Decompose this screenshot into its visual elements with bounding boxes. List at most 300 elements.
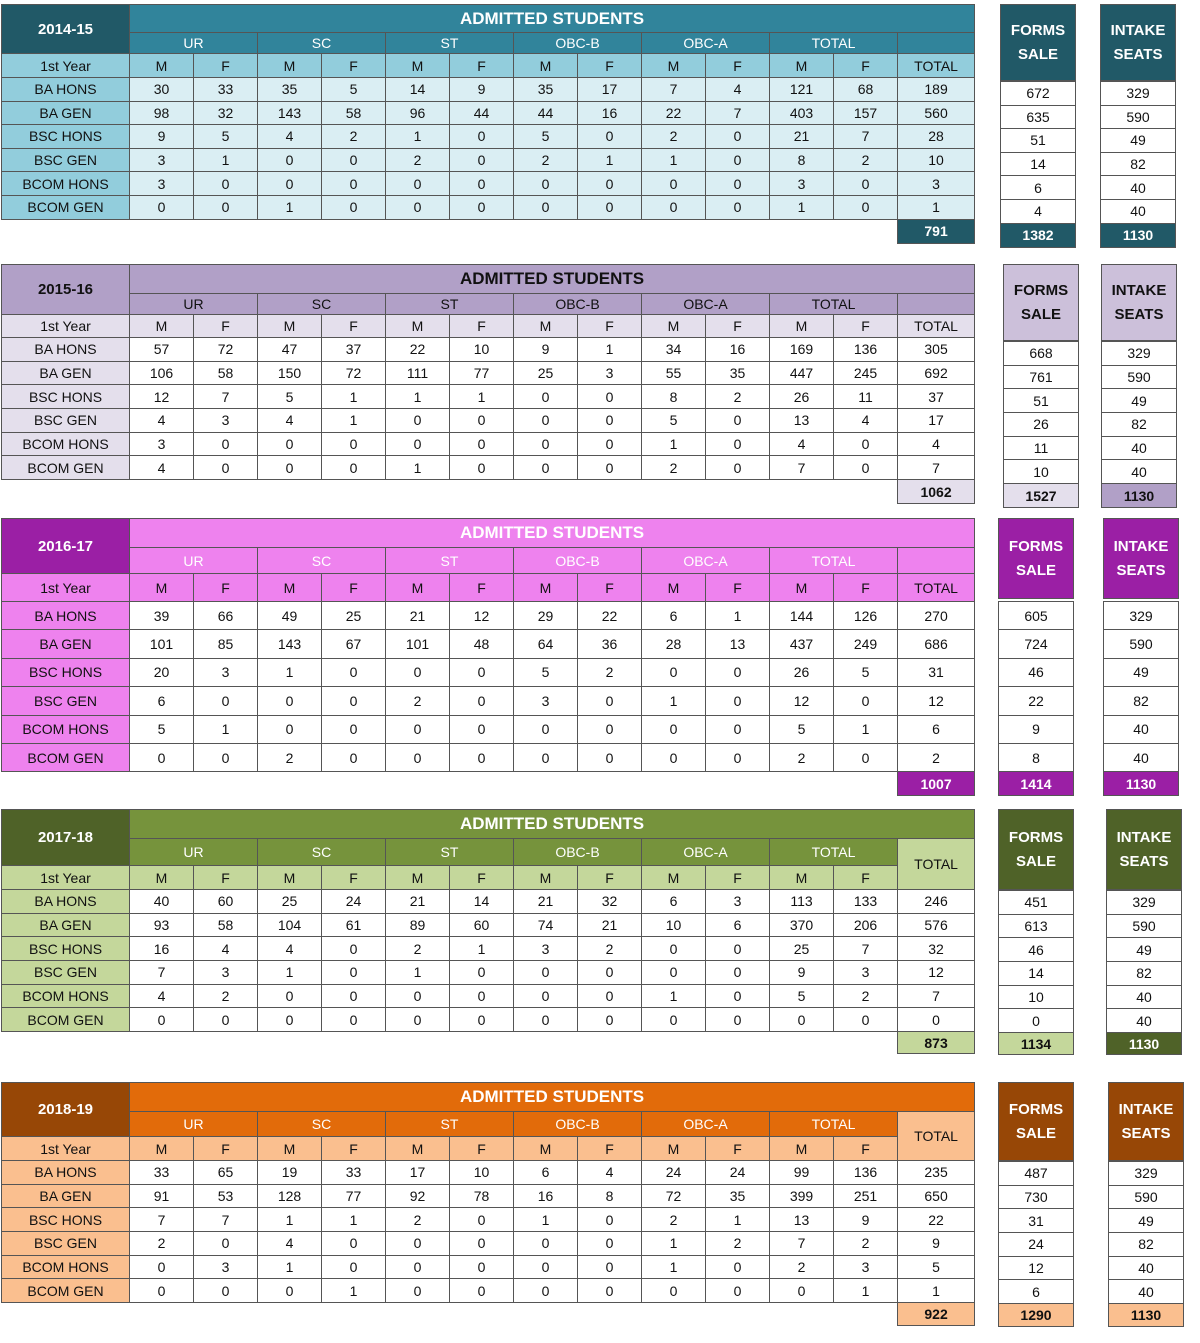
value-cell: 0 <box>642 1008 706 1032</box>
value-cell: 12 <box>770 687 834 715</box>
value-cell: 3 <box>194 961 258 985</box>
female-header: F <box>834 315 898 338</box>
intake-seats-table <box>1101 264 1177 508</box>
group-header-obc-b: OBC-B <box>514 33 642 54</box>
value-cell: 1 <box>642 1232 706 1256</box>
year-label: 2017-18 <box>2 810 130 866</box>
value-cell: 47 <box>258 338 322 362</box>
value-cell: 4 <box>258 409 322 433</box>
value-cell: 0 <box>450 1208 514 1232</box>
female-header: F <box>194 866 258 890</box>
value-cell: 1 <box>578 148 642 172</box>
value-cell: 10 <box>898 148 975 172</box>
value-cell: 0 <box>834 432 898 456</box>
forms-sale-value: 9 <box>999 715 1074 743</box>
value-cell: 2 <box>642 456 706 480</box>
value-cell: 2 <box>898 743 975 771</box>
value-cell: 0 <box>450 743 514 771</box>
value-cell: 270 <box>898 602 975 630</box>
forms-sale-header-line1: FORMS <box>1013 281 1069 299</box>
value-cell: 0 <box>706 409 770 433</box>
male-header: M <box>514 54 578 78</box>
intake-seats-value: 329 <box>1107 891 1182 915</box>
value-cell: 1 <box>834 1279 898 1303</box>
course-label: BA GEN <box>2 630 130 658</box>
intake-seats-value: 329 <box>1101 82 1176 106</box>
group-header-obc-a: OBC-A <box>642 294 770 315</box>
table-row <box>2 961 975 985</box>
value-cell: 0 <box>578 1008 642 1032</box>
female-header: F <box>834 1137 898 1161</box>
value-cell: 0 <box>642 172 706 196</box>
value-cell: 0 <box>258 687 322 715</box>
table-row <box>2 78 975 102</box>
value-cell: 5 <box>770 715 834 743</box>
value-cell: 40 <box>130 890 194 914</box>
value-cell: 10 <box>450 1161 514 1185</box>
forms-sale-total: 1290 <box>999 1304 1074 1327</box>
value-cell: 1 <box>258 195 322 219</box>
value-cell: 0 <box>130 743 194 771</box>
female-header: F <box>322 315 386 338</box>
female-header: F <box>194 315 258 338</box>
first-year-label: 1st Year <box>2 574 130 602</box>
value-cell: 2 <box>578 658 642 686</box>
value-cell: 206 <box>834 913 898 937</box>
value-cell: 0 <box>322 172 386 196</box>
male-header: M <box>770 1137 834 1161</box>
value-cell: 3 <box>130 432 194 456</box>
value-cell: 28 <box>642 630 706 658</box>
value-cell: 3 <box>898 172 975 196</box>
value-cell: 2 <box>258 743 322 771</box>
male-header: M <box>770 54 834 78</box>
value-cell: 4 <box>770 432 834 456</box>
course-label: BSC GEN <box>2 409 130 433</box>
female-header: F <box>706 866 770 890</box>
value-cell: 4 <box>130 456 194 480</box>
value-cell: 91 <box>130 1184 194 1208</box>
value-cell: 6 <box>642 602 706 630</box>
value-cell: 22 <box>898 1208 975 1232</box>
value-cell: 77 <box>450 361 514 385</box>
course-label: BCOM HONS <box>2 1255 130 1279</box>
value-cell: 5 <box>322 78 386 102</box>
course-label: BCOM GEN <box>2 1008 130 1032</box>
value-cell: 7 <box>770 1232 834 1256</box>
value-cell: 8 <box>642 385 706 409</box>
intake-seats-header <box>1102 265 1177 341</box>
first-year-label: 1st Year <box>2 866 130 890</box>
course-label: BCOM GEN <box>2 1279 130 1303</box>
value-cell: 7 <box>130 961 194 985</box>
value-cell: 10 <box>450 338 514 362</box>
value-cell: 399 <box>770 1184 834 1208</box>
intake-seats-value: 49 <box>1107 938 1182 962</box>
value-cell: 1 <box>898 1279 975 1303</box>
footer-blank <box>2 1032 898 1054</box>
value-cell: 21 <box>770 125 834 149</box>
value-cell: 2 <box>706 1232 770 1256</box>
value-cell: 11 <box>834 385 898 409</box>
value-cell: 0 <box>194 456 258 480</box>
course-label: BCOM GEN <box>2 195 130 219</box>
value-cell: 0 <box>258 172 322 196</box>
value-cell: 246 <box>898 890 975 914</box>
value-cell: 5 <box>514 125 578 149</box>
value-cell: 35 <box>706 361 770 385</box>
forms-sale-value: 10 <box>999 985 1074 1009</box>
course-label: BCOM GEN <box>2 456 130 480</box>
value-cell: 22 <box>386 338 450 362</box>
male-header: M <box>770 866 834 890</box>
value-cell: 101 <box>130 630 194 658</box>
value-cell: 0 <box>834 195 898 219</box>
value-cell: 61 <box>322 913 386 937</box>
value-cell: 29 <box>514 602 578 630</box>
intake-seats-table <box>1103 518 1179 796</box>
female-header: F <box>194 54 258 78</box>
value-cell: 249 <box>834 630 898 658</box>
forms-sale-value: 613 <box>999 914 1074 938</box>
group-header-sc: SC <box>258 33 386 54</box>
value-cell: 58 <box>194 361 258 385</box>
intake-seats-value: 40 <box>1104 715 1179 743</box>
table-row <box>2 101 975 125</box>
value-cell: 0 <box>322 961 386 985</box>
value-cell: 3 <box>194 658 258 686</box>
forms-sale-value: 14 <box>999 962 1074 986</box>
value-cell: 111 <box>386 361 450 385</box>
value-cell: 136 <box>834 338 898 362</box>
value-cell: 44 <box>514 101 578 125</box>
table-row <box>2 148 975 172</box>
male-header: M <box>514 1137 578 1161</box>
group-header-obc-b: OBC-B <box>514 1112 642 1137</box>
forms-sale-header <box>1004 265 1079 341</box>
value-cell: 0 <box>258 715 322 743</box>
course-label: BSC HONS <box>2 937 130 961</box>
value-cell: 1 <box>450 385 514 409</box>
group-header-spacer <box>898 548 975 574</box>
value-cell: 33 <box>322 1161 386 1185</box>
forms-sale-value: 635 <box>1001 105 1076 129</box>
value-cell: 6 <box>514 1161 578 1185</box>
value-cell: 21 <box>578 913 642 937</box>
forms-sale-value: 51 <box>1001 129 1076 153</box>
intake-seats-value: 590 <box>1104 630 1179 658</box>
value-cell: 13 <box>770 409 834 433</box>
value-cell: 0 <box>514 432 578 456</box>
value-cell: 143 <box>258 630 322 658</box>
intake-seats-value: 40 <box>1101 199 1176 223</box>
table-row <box>2 432 975 456</box>
forms-sale-total: 1382 <box>1001 223 1076 247</box>
value-cell: 1 <box>258 658 322 686</box>
value-cell: 0 <box>386 1255 450 1279</box>
value-cell: 0 <box>514 195 578 219</box>
forms-sale-total: 1134 <box>999 1033 1074 1055</box>
value-cell: 36 <box>578 630 642 658</box>
value-cell: 0 <box>130 1255 194 1279</box>
value-cell: 0 <box>450 125 514 149</box>
forms-sale-value: 8 <box>999 743 1074 771</box>
value-cell: 1 <box>322 1279 386 1303</box>
value-cell: 235 <box>898 1161 975 1185</box>
value-cell: 113 <box>770 890 834 914</box>
value-cell: 67 <box>322 630 386 658</box>
value-cell: 0 <box>386 409 450 433</box>
value-cell: 12 <box>898 961 975 985</box>
admitted-students-title: ADMITTED STUDENTS <box>130 265 975 294</box>
forms-sale-header-line2: SALE <box>1020 305 1061 323</box>
value-cell: 7 <box>770 456 834 480</box>
course-label: BA GEN <box>2 101 130 125</box>
value-cell: 25 <box>770 937 834 961</box>
male-header: M <box>642 866 706 890</box>
female-header: F <box>834 54 898 78</box>
group-header-total: TOTAL <box>770 33 898 54</box>
male-header: M <box>514 574 578 602</box>
value-cell: 0 <box>514 456 578 480</box>
course-label: BA HONS <box>2 602 130 630</box>
table-row <box>2 385 975 409</box>
male-header: M <box>386 315 450 338</box>
course-label: BSC HONS <box>2 125 130 149</box>
value-cell: 0 <box>642 937 706 961</box>
table-row <box>2 1008 975 1032</box>
value-cell: 4 <box>130 409 194 433</box>
female-header: F <box>450 1137 514 1161</box>
value-cell: 4 <box>258 125 322 149</box>
intake-seats-table <box>1100 4 1176 248</box>
value-cell: 1 <box>834 715 898 743</box>
female-header: F <box>194 574 258 602</box>
value-cell: 0 <box>642 658 706 686</box>
table-row <box>2 409 975 433</box>
value-cell: 0 <box>578 195 642 219</box>
value-cell: 0 <box>450 409 514 433</box>
value-cell: 1 <box>770 195 834 219</box>
value-cell: 5 <box>834 658 898 686</box>
group-header-st: ST <box>386 839 514 866</box>
admitted-students-table <box>1 809 975 1054</box>
value-cell: 5 <box>642 409 706 433</box>
value-cell: 66 <box>194 602 258 630</box>
table-row <box>2 715 975 743</box>
value-cell: 245 <box>834 361 898 385</box>
group-header-st: ST <box>386 1112 514 1137</box>
value-cell: 0 <box>706 715 770 743</box>
value-cell: 3 <box>834 1255 898 1279</box>
value-cell: 0 <box>386 432 450 456</box>
value-cell: 8 <box>770 148 834 172</box>
value-cell: 55 <box>642 361 706 385</box>
value-cell: 57 <box>130 338 194 362</box>
value-cell: 72 <box>194 338 258 362</box>
value-cell: 0 <box>642 195 706 219</box>
female-header: F <box>706 1137 770 1161</box>
value-cell: 0 <box>706 1008 770 1032</box>
value-cell: 2 <box>834 148 898 172</box>
admitted-students-title: ADMITTED STUDENTS <box>130 1083 975 1112</box>
value-cell: 16 <box>514 1184 578 1208</box>
male-header: M <box>642 54 706 78</box>
value-cell: 19 <box>258 1161 322 1185</box>
value-cell: 0 <box>706 984 770 1008</box>
value-cell: 64 <box>514 630 578 658</box>
intake-seats-value: 590 <box>1101 105 1176 129</box>
value-cell: 4 <box>834 409 898 433</box>
female-header: F <box>450 315 514 338</box>
value-cell: 6 <box>642 890 706 914</box>
group-header-sc: SC <box>258 294 386 315</box>
value-cell: 0 <box>386 743 450 771</box>
forms-sale-value: 761 <box>1004 365 1079 389</box>
value-cell: 104 <box>258 913 322 937</box>
value-cell: 0 <box>578 1208 642 1232</box>
value-cell: 2 <box>194 984 258 1008</box>
total-header: TOTAL <box>898 839 975 890</box>
forms-sale-header-line1: FORMS <box>1008 828 1064 846</box>
forms-sale-value: 672 <box>1001 82 1076 106</box>
value-cell: 44 <box>450 101 514 125</box>
female-header: F <box>706 54 770 78</box>
grand-total: 791 <box>898 219 975 243</box>
female-header: F <box>450 54 514 78</box>
value-cell: 0 <box>578 715 642 743</box>
value-cell: 7 <box>642 78 706 102</box>
male-header: M <box>386 574 450 602</box>
intake-seats-value: 40 <box>1109 1280 1184 1304</box>
value-cell: 3 <box>130 172 194 196</box>
forms-sale-header-line2: SALE <box>1017 45 1058 63</box>
value-cell: 1 <box>258 1208 322 1232</box>
value-cell: 25 <box>322 602 386 630</box>
total-header: TOTAL <box>898 574 975 602</box>
value-cell: 0 <box>578 961 642 985</box>
intake-seats-value: 40 <box>1109 1256 1184 1280</box>
intake-seats-value: 49 <box>1101 129 1176 153</box>
value-cell: 0 <box>386 984 450 1008</box>
value-cell: 0 <box>706 937 770 961</box>
value-cell: 1 <box>386 125 450 149</box>
total-header: TOTAL <box>898 315 975 338</box>
value-cell: 2 <box>130 1232 194 1256</box>
value-cell: 1 <box>322 1208 386 1232</box>
value-cell: 21 <box>386 890 450 914</box>
intake-seats-value: 40 <box>1107 1009 1182 1033</box>
value-cell: 0 <box>130 1008 194 1032</box>
value-cell: 403 <box>770 101 834 125</box>
forms-sale-header-line1: FORMS <box>1008 1100 1064 1118</box>
value-cell: 7 <box>194 385 258 409</box>
value-cell: 0 <box>194 743 258 771</box>
course-label: BSC GEN <box>2 687 130 715</box>
female-header: F <box>706 315 770 338</box>
male-header: M <box>386 1137 450 1161</box>
forms-sale-value: 10 <box>1004 460 1079 484</box>
table-row <box>2 338 975 362</box>
value-cell: 128 <box>258 1184 322 1208</box>
intake-seats-value: 82 <box>1102 413 1177 437</box>
year-label: 2015-16 <box>2 265 130 315</box>
value-cell: 2 <box>386 148 450 172</box>
forms-sale-value: 668 <box>1004 342 1079 366</box>
value-cell: 0 <box>578 432 642 456</box>
value-cell: 9 <box>898 1232 975 1256</box>
value-cell: 3 <box>770 172 834 196</box>
value-cell: 60 <box>194 890 258 914</box>
value-cell: 6 <box>706 913 770 937</box>
value-cell: 4 <box>578 1161 642 1185</box>
intake-seats-total: 1130 <box>1104 772 1179 796</box>
value-cell: 4 <box>258 937 322 961</box>
value-cell: 0 <box>706 1255 770 1279</box>
group-header-sc: SC <box>258 548 386 574</box>
intake-seats-header-line2: SEATS <box>1116 561 1166 579</box>
group-header-ur: UR <box>130 548 258 574</box>
forms-sale-header-line1: FORMS <box>1010 21 1066 39</box>
forms-sale-table <box>998 809 1074 1055</box>
value-cell: 14 <box>450 890 514 914</box>
course-label: BSC HONS <box>2 1208 130 1232</box>
intake-seats-header-line1: INTAKE <box>1110 21 1166 39</box>
group-header-obc-a: OBC-A <box>642 1112 770 1137</box>
value-cell: 17 <box>898 409 975 433</box>
value-cell: 0 <box>450 687 514 715</box>
value-cell: 13 <box>706 630 770 658</box>
value-cell: 0 <box>834 172 898 196</box>
table-row <box>2 1184 975 1208</box>
value-cell: 0 <box>194 1232 258 1256</box>
value-cell: 1 <box>642 432 706 456</box>
value-cell: 1 <box>578 338 642 362</box>
forms-sale-value: 487 <box>999 1162 1074 1186</box>
value-cell: 2 <box>770 743 834 771</box>
value-cell: 60 <box>450 913 514 937</box>
value-cell: 4 <box>706 78 770 102</box>
forms-sale-value: 6 <box>1001 176 1076 200</box>
grand-total: 1007 <box>898 772 975 796</box>
table-row <box>2 743 975 771</box>
value-cell: 58 <box>322 101 386 125</box>
first-year-label: 1st Year <box>2 1137 130 1161</box>
course-label: BSC HONS <box>2 385 130 409</box>
intake-seats-header-line2: SEATS <box>1119 852 1169 870</box>
intake-seats-total: 1130 <box>1107 1033 1182 1055</box>
male-header: M <box>258 315 322 338</box>
value-cell: 0 <box>578 1279 642 1303</box>
value-cell: 33 <box>194 78 258 102</box>
value-cell: 157 <box>834 101 898 125</box>
group-header-total: TOTAL <box>770 548 898 574</box>
course-label: BCOM GEN <box>2 743 130 771</box>
male-header: M <box>770 315 834 338</box>
value-cell: 0 <box>450 961 514 985</box>
value-cell: 1 <box>194 715 258 743</box>
intake-seats-value: 49 <box>1102 389 1177 413</box>
intake-seats-value: 590 <box>1109 1185 1184 1209</box>
value-cell: 30 <box>130 78 194 102</box>
value-cell: 5 <box>258 385 322 409</box>
course-label: BCOM HONS <box>2 715 130 743</box>
group-header-obc-b: OBC-B <box>514 294 642 315</box>
value-cell: 58 <box>194 913 258 937</box>
value-cell: 144 <box>770 602 834 630</box>
value-cell: 0 <box>834 743 898 771</box>
value-cell: 136 <box>834 1161 898 1185</box>
